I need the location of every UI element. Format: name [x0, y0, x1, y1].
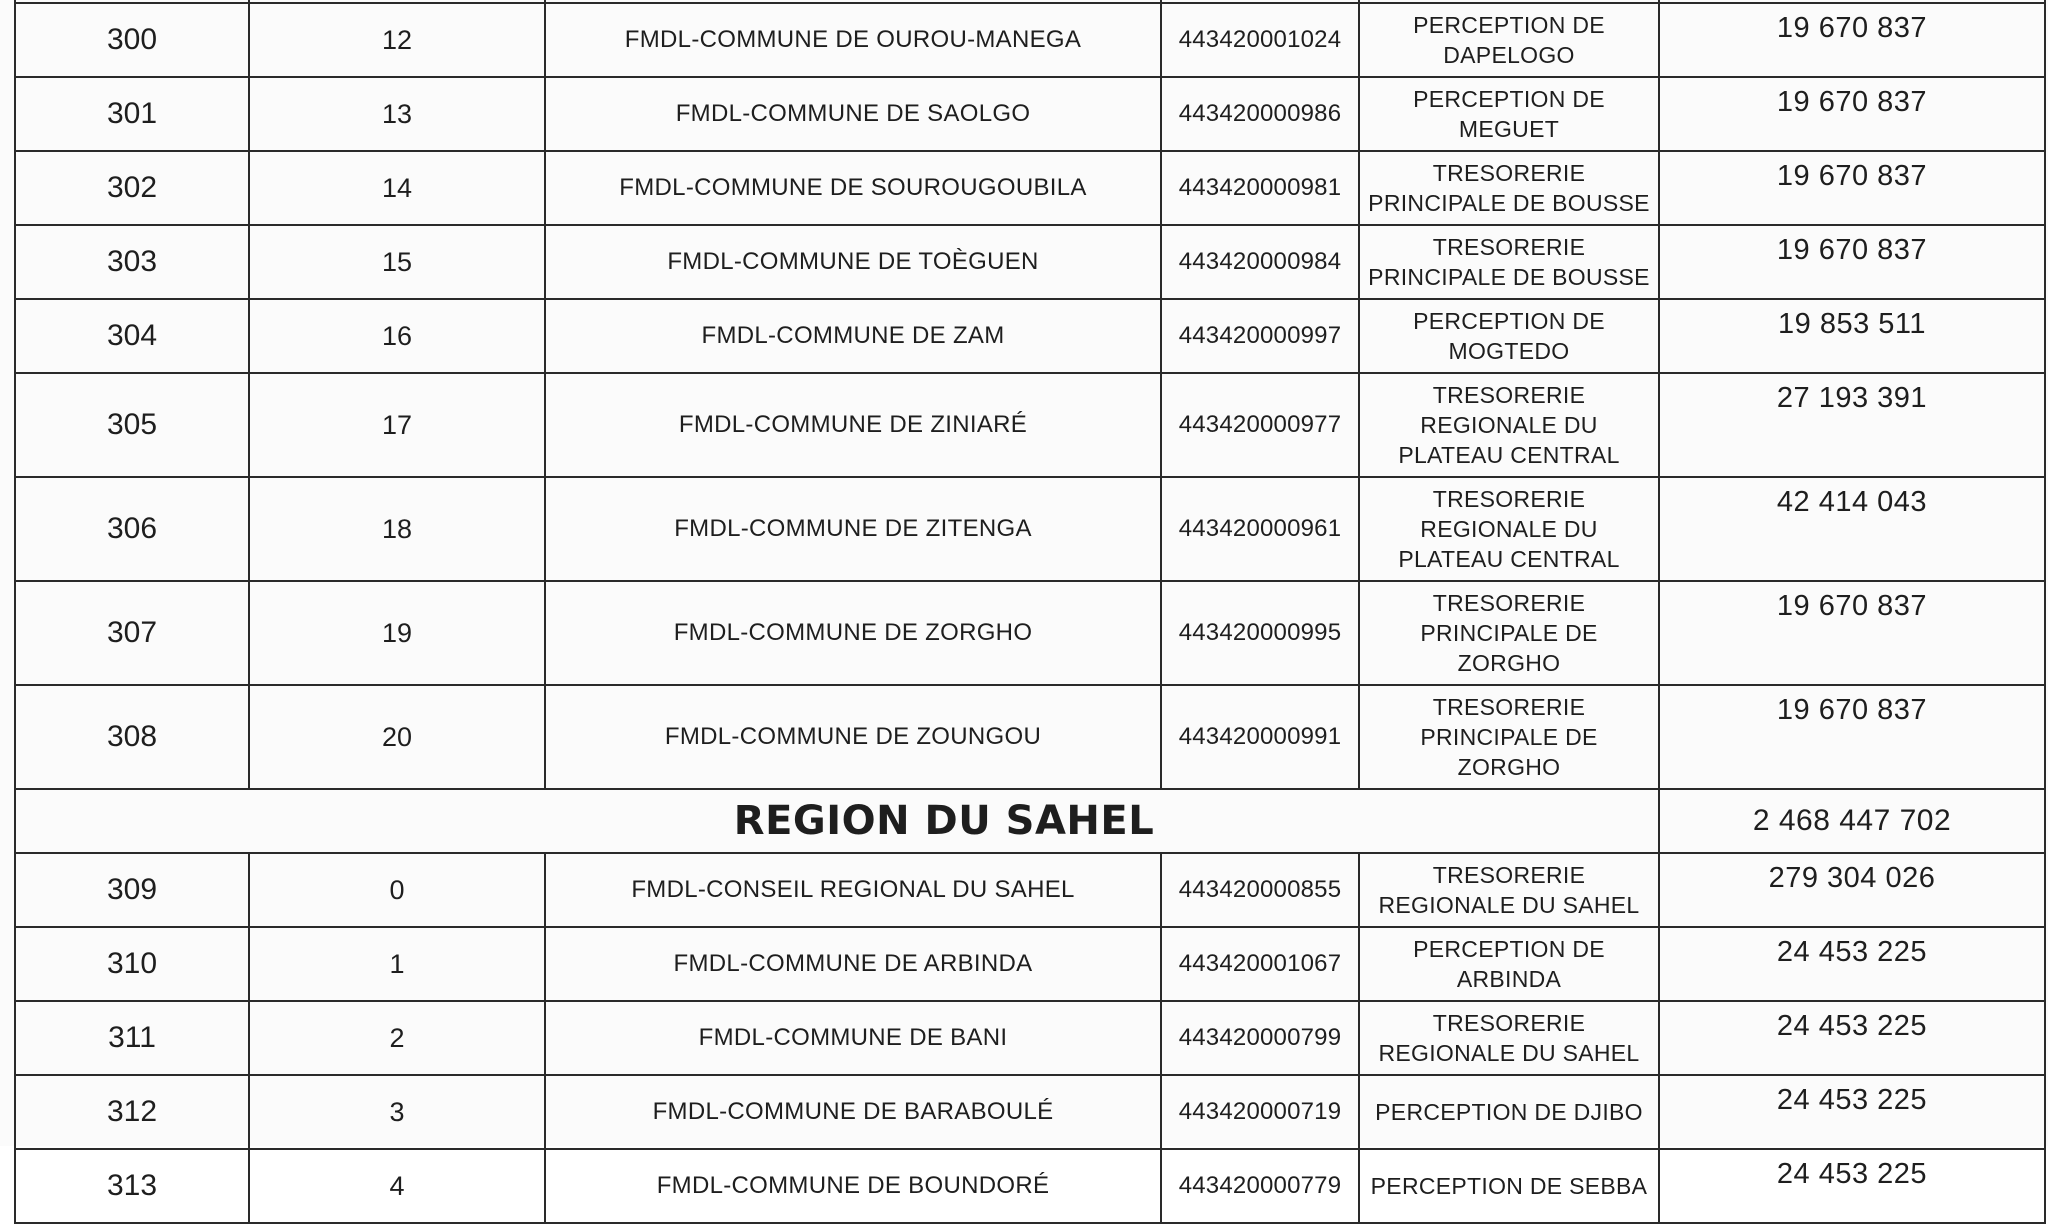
row-number: 311 — [15, 1001, 249, 1075]
amount: 24 453 225 — [1659, 1075, 2045, 1149]
amount: 279 304 026 — [1659, 853, 2045, 927]
table-row — [15, 299, 2045, 373]
paying-office-line: TRESORERIE — [1432, 486, 1586, 512]
account-number: 443420000719 — [1161, 1075, 1359, 1149]
paying-office — [1359, 1001, 1659, 1075]
account-number: 443420000984 — [1161, 225, 1359, 299]
beneficiary-name: FMDL-COMMUNE DE ZORGHO — [545, 581, 1161, 685]
account-number: 443420000986 — [1161, 77, 1359, 151]
beneficiary-name: FMDL-COMMUNE DE SAOLGO — [545, 77, 1161, 151]
beneficiary-name: FMDL-COMMUNE DE ZOUNGOU — [545, 685, 1161, 789]
paying-office-line: PERCEPTION DE DJIBO — [1375, 1099, 1643, 1125]
row-number: 313 — [15, 1149, 249, 1223]
row-index: 0 — [249, 853, 545, 927]
row-number: 312 — [15, 1075, 249, 1149]
row-number: 304 — [15, 299, 249, 373]
table-row — [15, 225, 2045, 299]
paying-office-line: ZORGHO — [1457, 754, 1561, 780]
paying-office-line: REGIONALE DU — [1420, 516, 1598, 542]
row-number: 302 — [15, 151, 249, 225]
paying-office-line: TRESORERIE — [1432, 590, 1586, 616]
amount: 24 453 225 — [1659, 1149, 2045, 1223]
paying-office — [1359, 927, 1659, 1001]
row-index: 2 — [249, 1001, 545, 1075]
amount: 19 670 837 — [1659, 225, 2045, 299]
paying-office-line: REGIONALE DU SAHEL — [1378, 1040, 1640, 1066]
row-index: 16 — [249, 299, 545, 373]
account-number: 443420000799 — [1161, 1001, 1359, 1075]
account-number: 443420000855 — [1161, 853, 1359, 927]
row-index: 1 — [249, 927, 545, 1001]
row-index: 20 — [249, 685, 545, 789]
account-number: 443420000997 — [1161, 299, 1359, 373]
paying-office-line: TRESORERIE — [1432, 1010, 1586, 1036]
paying-office — [1359, 225, 1659, 299]
paying-office-line: TRESORERIE — [1432, 694, 1586, 720]
table-row — [15, 3, 2045, 77]
row-number: 310 — [15, 927, 249, 1001]
paying-office-line: MOGTEDO — [1448, 338, 1570, 364]
paying-office-line: PRINCIPALE DE — [1420, 620, 1598, 646]
amount: 24 453 225 — [1659, 927, 2045, 1001]
row-number: 300 — [15, 3, 249, 77]
paying-office-line: MEGUET — [1458, 116, 1560, 142]
table-row — [15, 477, 2045, 581]
table-row — [15, 1075, 2045, 1149]
paying-office-line: PERCEPTION DE — [1413, 308, 1605, 334]
paying-office-line: TRESORERIE — [1432, 382, 1586, 408]
row-index: 13 — [249, 77, 545, 151]
account-number: 443420000995 — [1161, 581, 1359, 685]
account-number: 443420001067 — [1161, 927, 1359, 1001]
beneficiary-name: FMDL-COMMUNE DE BARABOULÉ — [545, 1075, 1161, 1149]
account-number: 443420000981 — [1161, 151, 1359, 225]
row-index: 18 — [249, 477, 545, 581]
table-row — [15, 151, 2045, 225]
paying-office — [1359, 1149, 1659, 1223]
beneficiary-name: FMDL-COMMUNE DE BOUNDORÉ — [545, 1149, 1161, 1223]
beneficiary-name: FMDL-COMMUNE DE ZITENGA — [545, 477, 1161, 581]
paying-office — [1359, 477, 1659, 581]
account-number: 443420000961 — [1161, 477, 1359, 581]
beneficiary-name: FMDL-COMMUNE DE SOUROUGOUBILA — [545, 151, 1161, 225]
paying-office-line: TRESORERIE — [1432, 862, 1586, 888]
paying-office-line: PRINCIPALE DE BOUSSE — [1368, 264, 1650, 290]
table-body — [15, 0, 2045, 1223]
table-row — [15, 373, 2045, 477]
paying-office-line: PERCEPTION DE — [1413, 12, 1605, 38]
paying-office-line: TRESORERIE — [1432, 234, 1586, 260]
row-number: 301 — [15, 77, 249, 151]
paying-office-line: ZORGHO — [1457, 650, 1561, 676]
row-index: 17 — [249, 373, 545, 477]
row-number: 303 — [15, 225, 249, 299]
paying-office-line: REGIONALE DU — [1420, 412, 1598, 438]
paying-office — [1359, 373, 1659, 477]
account-number: 443420001024 — [1161, 3, 1359, 77]
paying-office — [1359, 581, 1659, 685]
amount: 19 670 837 — [1659, 3, 2045, 77]
paying-office — [1359, 3, 1659, 77]
paying-office-line: PLATEAU CENTRAL — [1398, 442, 1620, 468]
account-number: 443420000991 — [1161, 685, 1359, 789]
table-row — [15, 581, 2045, 685]
paying-office — [1359, 151, 1659, 225]
row-index: 14 — [249, 151, 545, 225]
paying-office-line: PRINCIPALE DE BOUSSE — [1368, 190, 1650, 216]
table-row — [15, 1001, 2045, 1075]
beneficiary-name: FMDL-COMMUNE DE TOÈGUEN — [545, 225, 1161, 299]
paying-office — [1359, 77, 1659, 151]
table-row — [15, 1149, 2045, 1223]
region-total: 2 468 447 702 — [1659, 789, 2045, 853]
paying-office-line: PRINCIPALE DE — [1420, 724, 1598, 750]
table-row — [15, 853, 2045, 927]
amount: 27 193 391 — [1659, 373, 2045, 477]
amount: 24 453 225 — [1659, 1001, 2045, 1075]
table-row — [15, 927, 2045, 1001]
table-row — [15, 77, 2045, 151]
beneficiary-name: FMDL-COMMUNE DE ARBINDA — [545, 927, 1161, 1001]
amount: 19 670 837 — [1659, 685, 2045, 789]
amount: 19 670 837 — [1659, 77, 2045, 151]
beneficiary-name: FMDL-COMMUNE DE ZAM — [545, 299, 1161, 373]
beneficiary-name: FMDL-COMMUNE DE OUROU-MANEGA — [545, 3, 1161, 77]
paying-office-line: PERCEPTION DE — [1413, 86, 1605, 112]
paying-office — [1359, 1075, 1659, 1149]
amount: 19 670 837 — [1659, 151, 2045, 225]
row-number: 307 — [15, 581, 249, 685]
row-number: 306 — [15, 477, 249, 581]
row-index: 3 — [249, 1075, 545, 1149]
account-number: 443420000977 — [1161, 373, 1359, 477]
paying-office-line: TRESORERIE — [1432, 160, 1586, 186]
amount: 42 414 043 — [1659, 477, 2045, 581]
region-header-row — [15, 789, 2045, 853]
beneficiary-name: FMDL-CONSEIL REGIONAL DU SAHEL — [545, 853, 1161, 927]
paying-office-line: ARBINDA — [1456, 966, 1562, 992]
paying-office-line: PERCEPTION DE — [1413, 936, 1605, 962]
amount: 19 853 511 — [1659, 299, 2045, 373]
paying-office-line: PERCEPTION DE SEBBA — [1370, 1173, 1648, 1199]
paying-office — [1359, 685, 1659, 789]
row-number: 308 — [15, 685, 249, 789]
row-number: 305 — [15, 373, 249, 477]
row-index: 4 — [249, 1149, 545, 1223]
paying-office — [1359, 853, 1659, 927]
row-number: 309 — [15, 853, 249, 927]
row-index: 12 — [249, 3, 545, 77]
paying-office-line: PLATEAU CENTRAL — [1398, 546, 1620, 572]
table-row — [15, 685, 2045, 789]
row-index: 19 — [249, 581, 545, 685]
amount: 19 670 837 — [1659, 581, 2045, 685]
paying-office-line: REGIONALE DU SAHEL — [1378, 892, 1640, 918]
paying-office — [1359, 299, 1659, 373]
paying-office-line: DAPELOGO — [1443, 42, 1575, 68]
beneficiary-name: FMDL-COMMUNE DE BANI — [545, 1001, 1161, 1075]
allocation-table — [14, 0, 2046, 1224]
account-number: 443420000779 — [1161, 1149, 1359, 1223]
region-title: REGION DU SAHEL — [15, 789, 1659, 853]
beneficiary-name: FMDL-COMMUNE DE ZINIARÉ — [545, 373, 1161, 477]
row-index: 15 — [249, 225, 545, 299]
